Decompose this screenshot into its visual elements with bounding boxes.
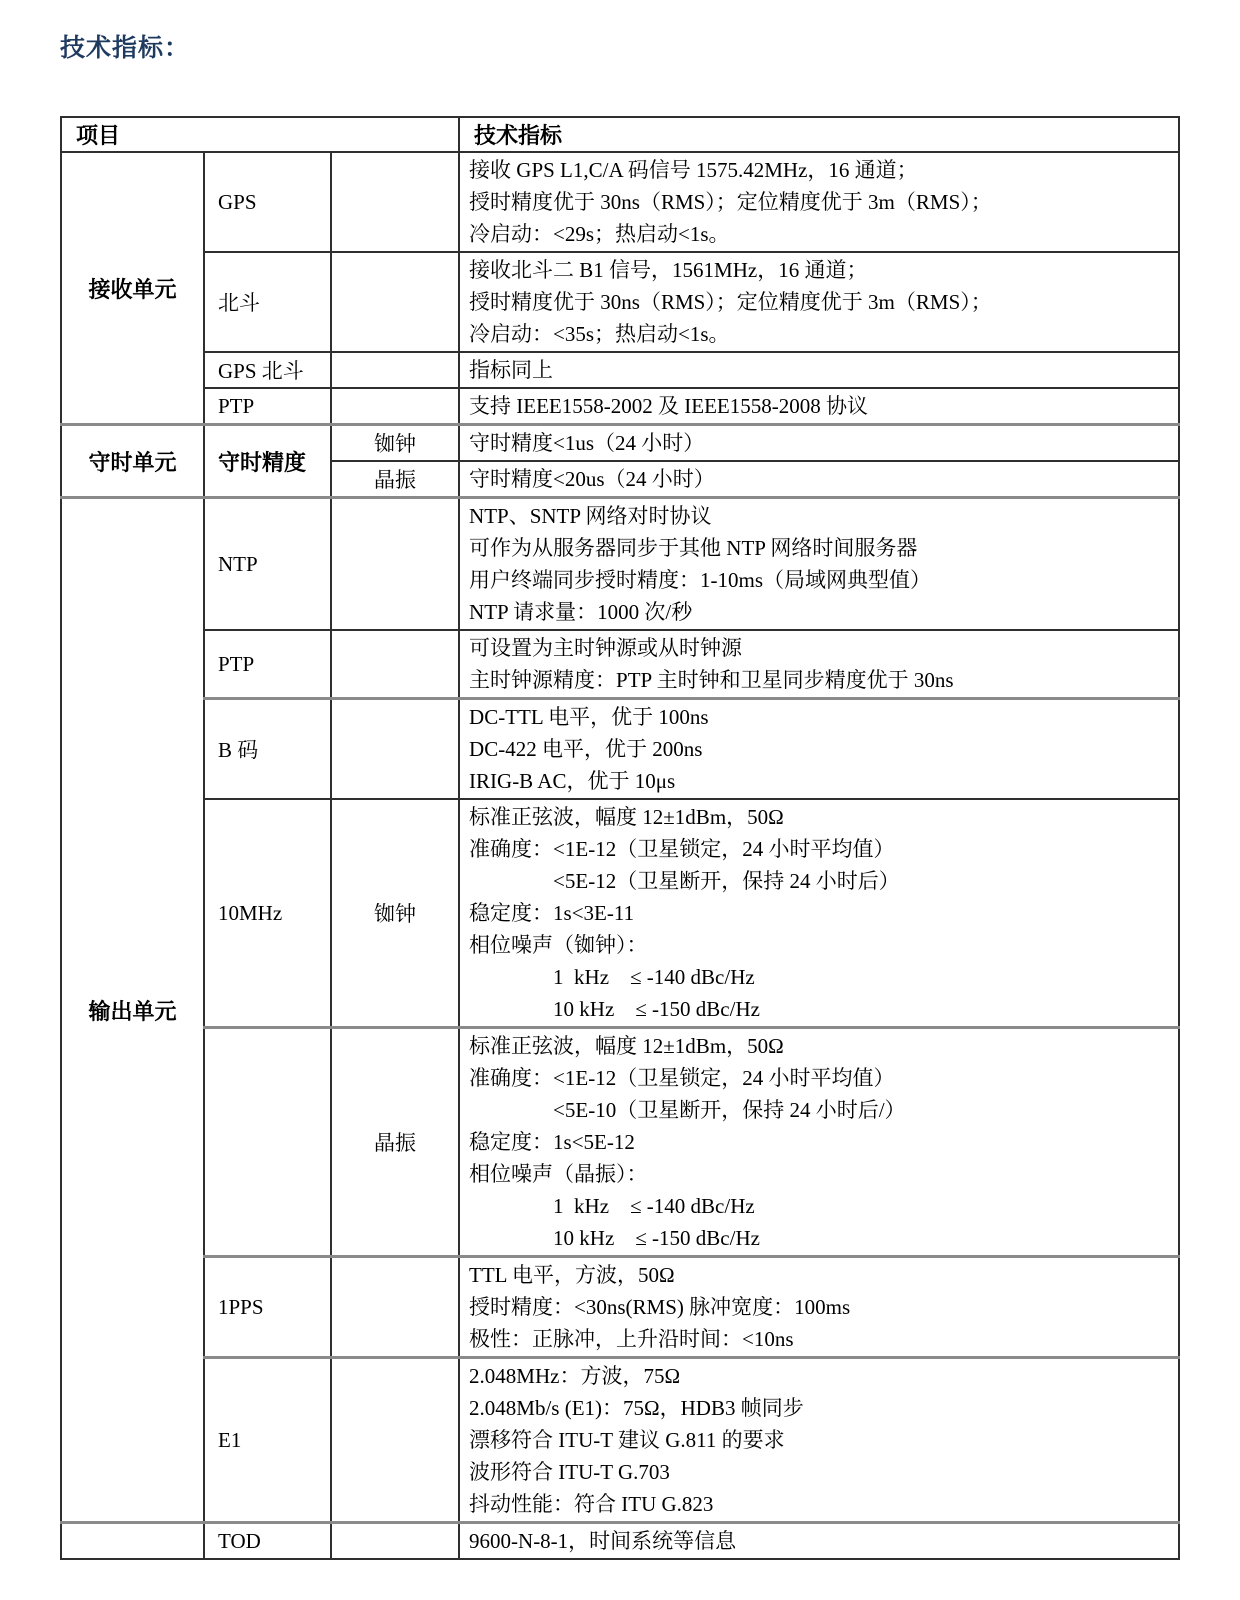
table-header-row bbox=[61, 117, 1179, 152]
spec-cell bbox=[459, 152, 1179, 252]
spec-line: 标准正弦波，幅度 12±1dBm，50Ω bbox=[469, 805, 784, 829]
spec-line: <5E-12（卫星断开，保持 24 小时后） bbox=[469, 869, 900, 893]
subtype-cell: 晶振 bbox=[331, 461, 459, 498]
spec-line: NTP、SNTP 网络对时协议 bbox=[469, 504, 712, 528]
spec-line: 授时精度：<30ns(RMS) 脉冲宽度：100ms bbox=[469, 1295, 851, 1319]
table-row bbox=[61, 388, 1179, 425]
table-row bbox=[61, 799, 1179, 1028]
table-row bbox=[61, 425, 1179, 462]
spec-line: 接收北斗二 B1 信号，1561MHz，16 通道； bbox=[469, 258, 868, 282]
table-row bbox=[61, 630, 1179, 699]
category-cell-receiving: 接收单元 bbox=[61, 152, 204, 425]
spec-cell bbox=[459, 1358, 1179, 1523]
subtype-cell bbox=[331, 352, 459, 388]
spec-cell bbox=[459, 425, 1179, 462]
table-row bbox=[61, 152, 1179, 252]
subtype-cell bbox=[331, 1358, 459, 1523]
item-cell: 守时精度 bbox=[204, 425, 331, 498]
spec-line: 相位噪声（晶振）： bbox=[469, 1162, 648, 1186]
spec-line: 可设置为主时钟源或从时钟源 bbox=[469, 636, 743, 660]
spec-line: 冷启动：<29s；热启动<1s。 bbox=[469, 222, 730, 246]
spec-line: DC-TTL 电平，优于 100ns bbox=[469, 705, 709, 729]
category-cell-empty bbox=[61, 1523, 204, 1560]
spec-cell bbox=[459, 799, 1179, 1028]
item-cell: GPS 北斗 bbox=[204, 352, 331, 388]
subtype-cell: 铷钟 bbox=[331, 425, 459, 462]
item-cell: 10MHz bbox=[204, 799, 331, 1028]
table-row bbox=[61, 1358, 1179, 1523]
spec-table bbox=[60, 116, 1180, 1560]
spec-line: 相位噪声（铷钟）： bbox=[469, 933, 648, 957]
spec-line: 准确度：<1E-12（卫星锁定，24 小时平均值） bbox=[469, 837, 895, 861]
spec-line: 守时精度<20us（24 小时） bbox=[469, 467, 715, 491]
spec-line: 准确度：<1E-12（卫星锁定，24 小时平均值） bbox=[469, 1066, 895, 1090]
subtype-cell bbox=[331, 388, 459, 425]
subtype-cell bbox=[331, 699, 459, 800]
subtype-cell bbox=[331, 252, 459, 352]
spec-line: 冷启动：<35s；热启动<1s。 bbox=[469, 322, 730, 346]
spec-cell bbox=[459, 1257, 1179, 1358]
table-row bbox=[61, 1028, 1179, 1257]
spec-line: 指标同上 bbox=[469, 358, 554, 382]
spec-line: DC-422 电平，优于 200ns bbox=[469, 737, 703, 761]
table-row bbox=[61, 252, 1179, 352]
item-cell: PTP bbox=[204, 388, 331, 425]
spec-line: 1 kHz ≤ -140 dBc/Hz bbox=[469, 965, 755, 989]
subtype-cell bbox=[331, 498, 459, 631]
spec-cell bbox=[459, 252, 1179, 352]
item-cell: NTP bbox=[204, 498, 331, 631]
table-row bbox=[61, 1523, 1179, 1560]
spec-line: 10 kHz ≤ -150 dBc/Hz bbox=[469, 997, 760, 1021]
spec-line: 漂移符合 ITU-T 建议 G.811 的要求 bbox=[469, 1428, 785, 1452]
spec-cell bbox=[459, 498, 1179, 631]
spec-line: 稳定度：1s<5E-12 bbox=[469, 1130, 635, 1154]
header-spec-label: 技术指标 bbox=[459, 117, 1179, 152]
spec-cell bbox=[459, 699, 1179, 800]
spec-line: 1 kHz ≤ -140 dBc/Hz bbox=[469, 1194, 755, 1218]
spec-cell bbox=[459, 1028, 1179, 1257]
spec-line: 守时精度<1us（24 小时） bbox=[469, 431, 705, 455]
spec-line: 2.048MHz：方波，75Ω bbox=[469, 1364, 681, 1388]
spec-line: 抖动性能：符合 ITU G.823 bbox=[469, 1492, 714, 1516]
spec-line: 授时精度优于 30ns（RMS）；定位精度优于 3m（RMS）； bbox=[469, 190, 992, 214]
spec-cell bbox=[459, 352, 1179, 388]
spec-line: 授时精度优于 30ns（RMS）；定位精度优于 3m（RMS）； bbox=[469, 290, 992, 314]
spec-cell bbox=[459, 461, 1179, 498]
subtype-cell bbox=[331, 1257, 459, 1358]
subtype-cell bbox=[331, 1523, 459, 1560]
item-cell: TOD bbox=[204, 1523, 331, 1560]
spec-line: NTP 请求量：1000 次/秒 bbox=[469, 600, 693, 624]
spec-line: 极性：正脉冲，上升沿时间：<10ns bbox=[469, 1327, 794, 1351]
table-row bbox=[61, 498, 1179, 631]
spec-line: 主时钟源精度：PTP 主时钟和卫星同步精度优于 30ns bbox=[469, 668, 954, 692]
category-cell-timekeeping: 守时单元 bbox=[61, 425, 204, 498]
item-cell: B 码 bbox=[204, 699, 331, 800]
spec-line: 2.048Mb/s (E1)：75Ω，HDB3 帧同步 bbox=[469, 1396, 804, 1420]
spec-line: TTL 电平，方波，50Ω bbox=[469, 1263, 675, 1287]
spec-line: 波形符合 ITU-T G.703 bbox=[469, 1460, 670, 1484]
item-cell: PTP bbox=[204, 630, 331, 699]
spec-cell bbox=[459, 1523, 1179, 1560]
category-cell-output: 输出单元 bbox=[61, 498, 204, 1523]
page-title: 技术指标： bbox=[60, 34, 191, 62]
spec-line: 接收 GPS L1,C/A 码信号 1575.42MHz，16 通道； bbox=[469, 158, 918, 182]
spec-line: 10 kHz ≤ -150 dBc/Hz bbox=[469, 1226, 760, 1250]
spec-cell bbox=[459, 630, 1179, 699]
table-row bbox=[61, 699, 1179, 800]
subtype-cell: 铷钟 bbox=[331, 799, 459, 1028]
spec-line: 支持 IEEE1558-2002 及 IEEE1558-2008 协议 bbox=[469, 394, 868, 418]
spec-line: 9600-N-8-1，时间系统等信息 bbox=[469, 1529, 737, 1553]
subtype-cell bbox=[331, 152, 459, 252]
spec-line: <5E-10（卫星断开，保持 24 小时后/） bbox=[469, 1098, 906, 1122]
subtype-cell: 晶振 bbox=[331, 1028, 459, 1257]
table-row bbox=[61, 1257, 1179, 1358]
item-cell: E1 bbox=[204, 1358, 331, 1523]
spec-line: 用户终端同步授时精度：1-10ms（局域网典型值） bbox=[469, 568, 932, 592]
spec-line: 稳定度：1s<3E-11 bbox=[469, 901, 635, 925]
item-cell bbox=[204, 1028, 331, 1257]
table-row bbox=[61, 352, 1179, 388]
item-cell: GPS bbox=[204, 152, 331, 252]
item-cell: 1PPS bbox=[204, 1257, 331, 1358]
subtype-cell bbox=[331, 630, 459, 699]
spec-line: 标准正弦波，幅度 12±1dBm，50Ω bbox=[469, 1034, 784, 1058]
item-cell: 北斗 bbox=[204, 252, 331, 352]
header-item-label: 项目 bbox=[61, 117, 459, 152]
spec-line: IRIG-B AC，优于 10μs bbox=[469, 769, 676, 793]
spec-cell bbox=[459, 388, 1179, 425]
spec-line: 可作为从服务器同步于其他 NTP 网络时间服务器 bbox=[469, 536, 918, 560]
